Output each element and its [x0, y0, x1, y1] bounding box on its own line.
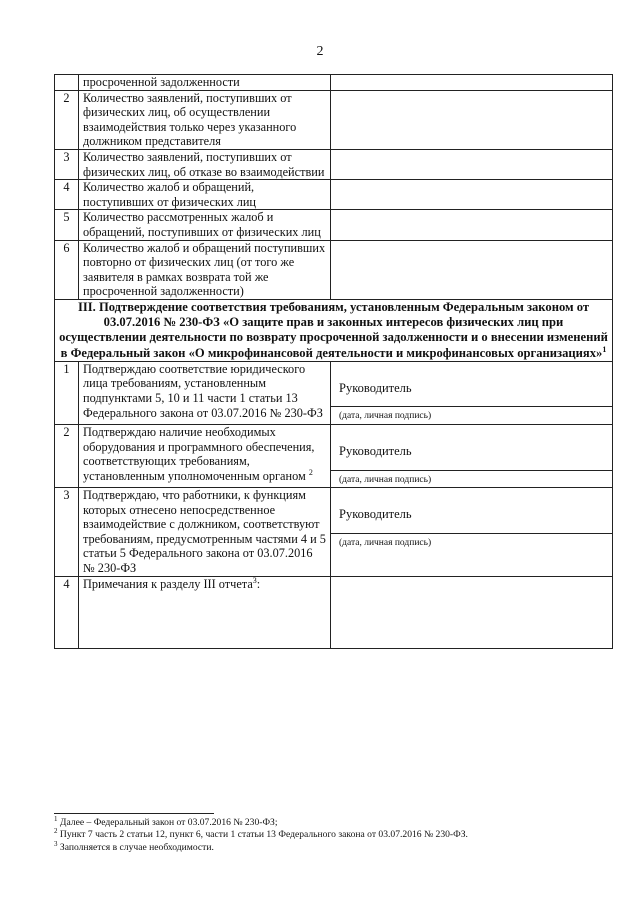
row-value-cell[interactable] — [331, 240, 613, 299]
table-row — [55, 424, 613, 487]
signature-line — [331, 406, 612, 407]
row-value-cell[interactable] — [331, 180, 613, 210]
row-description: Количество заявлений, поступивших от физических лиц, об осуществлении взаимодействия только через указанного должником представителя — [79, 90, 331, 149]
row-number: 3 — [55, 149, 79, 179]
table-row — [55, 488, 613, 577]
row-number — [55, 75, 79, 91]
section-header-row — [55, 299, 613, 361]
row-number: 5 — [55, 210, 79, 240]
signature-caption: (дата, личная подпись) — [339, 537, 432, 548]
row-description-text: Подтверждаю соответствие юридического лица требованиям, установленным подпунктами 5, 10 и 11 части 1 статьи 13 Федерального закона от 03.07.2016 № 230-ФЗ — [83, 361, 323, 420]
row-value-cell[interactable] — [331, 90, 613, 149]
row-description: Количество жалоб и обращений поступивших повторно от физических лиц (от того же заявителя в рамках возврата той же просроченной задолженности) — [79, 240, 331, 299]
row-value-cell[interactable] — [331, 75, 613, 91]
row-description-text: Примечания к разделу III отчета — [83, 576, 253, 591]
signature-caption: (дата, личная подпись) — [339, 411, 432, 422]
footnote-separator — [54, 813, 214, 814]
footnote-ref: 1 — [602, 344, 607, 354]
report-table — [54, 74, 613, 649]
row-number: 4 — [55, 576, 79, 648]
signature-line — [331, 470, 612, 471]
notes-cell[interactable] — [331, 576, 613, 648]
page-number: 2 — [316, 44, 324, 59]
row-description-suffix: : — [256, 576, 261, 591]
table-row — [55, 75, 613, 91]
signer-label: Руководитель — [339, 443, 412, 458]
row-number: 1 — [55, 361, 79, 424]
row-value-cell[interactable] — [331, 149, 613, 179]
footnote — [54, 839, 468, 854]
row-number: 4 — [55, 180, 79, 210]
row-description: Количество рассмотренных жалоб и обращений, поступивших от физических лиц — [79, 210, 331, 240]
table-row — [55, 149, 613, 179]
table-row — [55, 576, 613, 648]
row-description — [79, 488, 331, 577]
table-row — [55, 210, 613, 240]
footnote-text: Далее – Федеральный закон от 03.07.2016 № 230-ФЗ; — [59, 817, 278, 828]
signer-label: Руководитель — [339, 507, 412, 522]
table-row — [55, 361, 613, 424]
row-description-text: Подтверждаю наличие необходимых оборудования и программного обеспечения, соответствующих требованиям, установленным уполномоченным органом — [83, 424, 315, 483]
footnote — [54, 814, 468, 829]
signature-cell[interactable] — [331, 361, 613, 424]
row-number: 6 — [55, 240, 79, 299]
row-description — [79, 576, 331, 648]
footnote-text: Заполняется в случае необходимости. — [59, 841, 214, 853]
row-number: 2 — [55, 90, 79, 149]
footnote-mark: 1 — [54, 814, 58, 823]
signature-cell[interactable] — [331, 424, 613, 487]
footnote-text: Пункт 7 часть 2 статьи 12, пункт 6, части 1 статьи 13 Федерального закона от 03.07.2016 № 230-ФЗ. — [59, 829, 468, 841]
row-description: Количество заявлений, поступивших от физических лиц, об отказе во взаимодействии — [79, 149, 331, 179]
signature-caption: (дата, личная подпись) — [339, 474, 432, 485]
footnote — [54, 829, 468, 841]
footnote-mark: 3 — [54, 839, 58, 848]
row-description: Количество жалоб и обращений, поступивших от физических лиц — [79, 180, 331, 210]
footnote-ref: 2 — [308, 467, 313, 477]
section-title-text: III. Подтверждение соответствия требованиям, установленным Федеральным законом от 03.07.2016 № 230-ФЗ «О защите прав и законных интересов физических лиц при осуществлении деятельности по возврату просроченной задолженности и о внесении изменений в Федеральный закон «О микрофинансовой деятельности и микрофинансовых организациях» — [59, 299, 608, 360]
row-description — [79, 361, 331, 424]
row-number: 3 — [55, 488, 79, 577]
table-row — [55, 180, 613, 210]
footnotes — [54, 814, 468, 854]
section-title — [55, 299, 613, 361]
row-description: просроченной задолженности — [79, 75, 331, 91]
signature-cell[interactable] — [331, 488, 613, 577]
row-value-cell[interactable] — [331, 210, 613, 240]
row-number: 2 — [55, 424, 79, 487]
row-description — [79, 424, 331, 487]
footnote-mark: 2 — [54, 827, 58, 836]
signature-line — [331, 533, 612, 534]
table-row — [55, 90, 613, 149]
table-row — [55, 240, 613, 299]
row-description-text: Подтверждаю, что работники, к функциям которых отнесено непосредственное взаимодействие с должником, соответствуют требованиям, предусмотренным частями 4 и 5 статьи 5 Федерального закона от 03.07.2016 № 230-ФЗ — [83, 488, 326, 576]
footnote-ref: 3 — [252, 575, 257, 585]
signer-label: Руководитель — [339, 380, 412, 395]
